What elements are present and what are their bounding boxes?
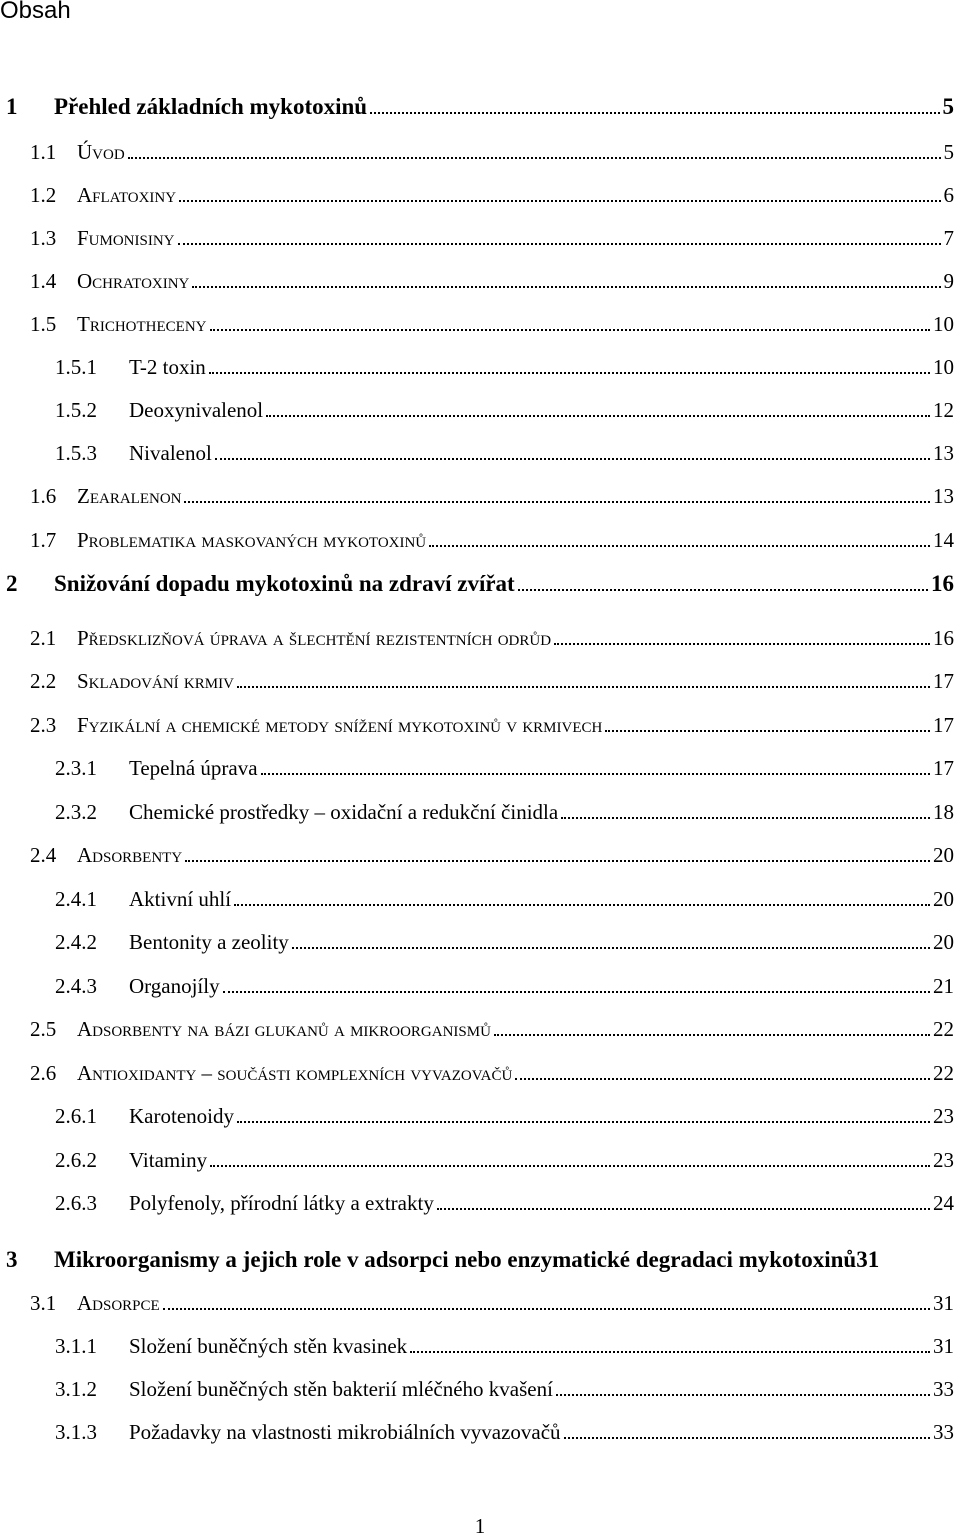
toc-entry[interactable]	[6, 1245, 954, 1275]
toc-entry[interactable]	[55, 1101, 954, 1131]
dot-leader	[370, 112, 939, 114]
toc-entry[interactable]	[30, 840, 954, 870]
toc-entry-page: 13	[933, 484, 954, 508]
toc-entry-title: Ochratoxiny	[77, 269, 190, 293]
toc-entry-title: Antioxidanty – součásti komplexních vyvazovačů	[77, 1061, 513, 1085]
toc-entry-number: 3.1.3	[55, 1420, 97, 1444]
toc-entry[interactable]	[30, 710, 954, 740]
toc-entry-title: Adsorbenty na bázi glukanů a mikroorganismů	[77, 1017, 491, 1041]
toc-entry-number: 2.1	[30, 626, 57, 650]
toc-entry-title: Organojíly	[129, 974, 220, 998]
toc-entry[interactable]	[55, 395, 954, 425]
toc-entry-number: 3.1.1	[55, 1334, 97, 1358]
page-title: Obsah	[0, 0, 71, 24]
toc-entry-number: 2.3.1	[55, 756, 97, 780]
toc-entry[interactable]	[55, 927, 954, 957]
toc-entry[interactable]	[30, 1058, 954, 1088]
toc-entry[interactable]	[30, 180, 954, 210]
toc-entry-number: 1.7	[30, 528, 57, 552]
toc-entry-number: 2.4.2	[55, 930, 97, 954]
toc-entry-title: Adsorpce	[77, 1291, 160, 1315]
toc-entry[interactable]	[30, 1288, 954, 1318]
toc-entry-number: 2.2	[30, 669, 57, 693]
dot-leader	[215, 458, 930, 460]
dot-leader	[429, 545, 930, 547]
dot-leader	[494, 1034, 930, 1036]
toc-entry-page: 7	[943, 226, 954, 250]
toc-entry[interactable]	[55, 438, 954, 468]
toc-entry-title: Tepelná úprava	[129, 756, 258, 780]
toc-entry-page: 24	[933, 1191, 954, 1215]
toc-entry-number: 1.1	[30, 140, 57, 164]
toc-entry[interactable]	[55, 1331, 954, 1361]
toc-entry-page: 18	[933, 800, 954, 824]
toc-entry-number: 2.6	[30, 1061, 57, 1085]
dot-leader	[556, 1394, 930, 1396]
dot-leader	[234, 904, 930, 906]
toc-entry-title: Polyfenoly, přírodní látky a extrakty	[129, 1191, 434, 1215]
toc-entry-number: 3.1.2	[55, 1377, 97, 1401]
dot-leader	[515, 1078, 930, 1080]
toc-entry-number: 2	[6, 571, 18, 596]
toc-entry-number: 2.4	[30, 843, 57, 867]
toc-entry-title: Deoxynivalenol	[129, 398, 264, 422]
toc-entry-title: Fyzikální a chemické metody snížení mykotoxinů v krmivech	[77, 713, 603, 737]
toc-entry[interactable]	[55, 1374, 954, 1404]
dot-leader	[261, 773, 930, 775]
toc-entry-number: 2.3	[30, 713, 57, 737]
toc-entry-page: 17	[933, 669, 954, 693]
dot-leader	[266, 415, 930, 417]
toc-entry-title: Chemické prostředky – oxidační a redukční činidla	[129, 800, 559, 824]
toc-entry-title: Fumonisiny	[77, 226, 175, 250]
toc-entry-title: Bentonity a zeolity	[129, 930, 289, 954]
dot-leader	[561, 817, 930, 819]
toc-entry-title: Zearalenon	[77, 484, 182, 508]
toc-entry-title: Předsklizňová úprava a šlechtění rezistentních odrůd	[77, 626, 552, 650]
dot-leader	[223, 991, 930, 993]
dot-leader	[163, 1308, 930, 1310]
toc-entry[interactable]	[30, 1014, 954, 1044]
toc-entry-number: 1.6	[30, 484, 57, 508]
toc-entry-number: 2.4.1	[55, 887, 97, 911]
toc-entry-page: 31	[933, 1334, 954, 1358]
toc-entry-title: Aflatoxiny	[77, 183, 177, 207]
toc-entry-number: 2.5	[30, 1017, 57, 1041]
toc-entry-page: 5	[942, 94, 954, 119]
toc-entry-page: 12	[933, 398, 954, 422]
toc-entry-page: 6	[943, 183, 954, 207]
dot-leader	[554, 643, 930, 645]
toc-entry-page: 16	[933, 626, 954, 650]
toc-entry-title: Úvod	[77, 140, 125, 164]
toc-entry-title: Požadavky na vlastnosti mikrobiálních vyvazovačů	[129, 1420, 561, 1444]
toc-entry-title: Vitaminy	[129, 1148, 208, 1172]
dot-leader	[184, 501, 930, 503]
dot-leader	[410, 1351, 930, 1353]
toc-entry-number: 1.3	[30, 226, 57, 250]
toc-entry-number: 2.3.2	[55, 800, 97, 824]
toc-entry[interactable]	[30, 623, 954, 653]
toc-entry-page: 33	[933, 1420, 954, 1444]
toc-entry-title: Karotenoidy	[129, 1104, 234, 1128]
toc-entry-title: Snižování dopadu mykotoxinů na zdraví zvířat	[54, 571, 515, 596]
toc-entry[interactable]	[30, 481, 954, 511]
toc-entry-title: Problematika maskovaných mykotoxinů	[77, 528, 427, 552]
toc-entry-title: Aktivní uhlí	[129, 887, 232, 911]
toc-entry-number: 1.2	[30, 183, 57, 207]
toc-entry-title: Složení buněčných stěn kvasinek	[129, 1334, 408, 1358]
toc-entry-page: 20	[933, 930, 954, 954]
dot-leader	[209, 372, 930, 374]
toc-entry-number: 1.5.2	[55, 398, 97, 422]
toc-entry-number: 2.6.3	[55, 1191, 97, 1215]
toc-entry-page: 22	[933, 1061, 954, 1085]
dot-leader	[210, 329, 931, 331]
toc-entry[interactable]	[30, 525, 954, 555]
toc-entry-page: 16	[931, 571, 954, 596]
dot-leader	[437, 1208, 930, 1210]
toc-entry-number: 2.4.3	[55, 974, 97, 998]
toc-entry[interactable]	[30, 223, 954, 253]
dot-leader	[605, 730, 930, 732]
page-number: 1	[474, 1514, 486, 1538]
dot-leader	[128, 157, 941, 159]
toc-entry-page: 17	[933, 756, 954, 780]
toc-entry-number: 2.6.2	[55, 1148, 97, 1172]
toc-entry-page: 22	[933, 1017, 954, 1041]
toc-entry-number: 1.5.1	[55, 355, 97, 379]
dot-leader	[178, 243, 941, 245]
toc-entry-title: Přehled základních mykotoxinů	[54, 94, 368, 119]
dot-leader	[564, 1437, 930, 1439]
toc-entry-number: 3	[6, 1247, 18, 1272]
toc-entry-title: Skladování krmiv	[77, 669, 234, 693]
toc-entry-number: 3.1	[30, 1291, 57, 1315]
toc-entry[interactable]	[55, 971, 954, 1001]
toc-entry[interactable]	[55, 797, 954, 827]
toc-entry-page: 23	[933, 1148, 954, 1172]
toc-entry-page: 20	[933, 887, 954, 911]
dot-leader	[237, 1121, 930, 1123]
toc-entry-page: 31	[856, 1247, 880, 1272]
toc-entry-page: 10	[933, 355, 954, 379]
toc-entry[interactable]	[6, 92, 954, 122]
toc-entry-page: 33	[933, 1377, 954, 1401]
dot-leader	[210, 1165, 930, 1167]
toc-entry-number: 1	[6, 94, 18, 119]
toc-entry[interactable]	[55, 884, 954, 914]
toc-entry-number: 1.5	[30, 312, 57, 336]
toc-entry[interactable]	[30, 666, 954, 696]
toc-entry[interactable]	[55, 753, 954, 783]
toc-entry-title: Mikroorganismy a jejich role v adsorpci nebo enzymatické degradaci mykotoxinů	[54, 1247, 857, 1272]
toc-entry[interactable]	[55, 1145, 954, 1175]
toc-entry-page: 23	[933, 1104, 954, 1128]
toc-entry-title: Trichotheceny	[77, 312, 207, 336]
toc-entry-page: 31	[933, 1291, 954, 1315]
toc-entry[interactable]	[30, 137, 954, 167]
toc-entry-title: Adsorbenty	[77, 843, 183, 867]
toc-entry-page: 13	[933, 441, 954, 465]
toc-entry[interactable]	[55, 352, 954, 382]
toc-entry-number: 1.5.3	[55, 441, 97, 465]
toc-entry-page: 5	[943, 140, 954, 164]
dot-leader	[518, 589, 928, 591]
toc-entry[interactable]	[55, 1188, 954, 1218]
dot-leader	[292, 947, 930, 949]
toc-entry-page: 20	[933, 843, 954, 867]
dot-leader	[237, 686, 930, 688]
toc-entry-number: 2.6.1	[55, 1104, 97, 1128]
toc-entry[interactable]	[30, 266, 954, 296]
dot-leader	[185, 860, 930, 862]
toc-entry-page: 21	[933, 974, 954, 998]
toc-entry-title: Složení buněčných stěn bakterií mléčného kvašení	[129, 1377, 553, 1401]
toc-entry[interactable]	[30, 309, 954, 339]
toc-entry-page: 10	[933, 312, 954, 336]
toc-entry-number: 1.4	[30, 269, 57, 293]
toc-entry[interactable]	[6, 569, 954, 599]
toc-entry-page: 9	[943, 269, 954, 293]
toc-entry-page: 17	[933, 713, 954, 737]
toc-entry-page: 14	[933, 528, 954, 552]
toc-entry-title: T-2 toxin	[129, 355, 206, 379]
toc-entry[interactable]	[55, 1417, 954, 1447]
dot-leader	[179, 200, 940, 202]
dot-leader	[192, 286, 940, 288]
toc-entry-title: Nivalenol	[129, 441, 212, 465]
